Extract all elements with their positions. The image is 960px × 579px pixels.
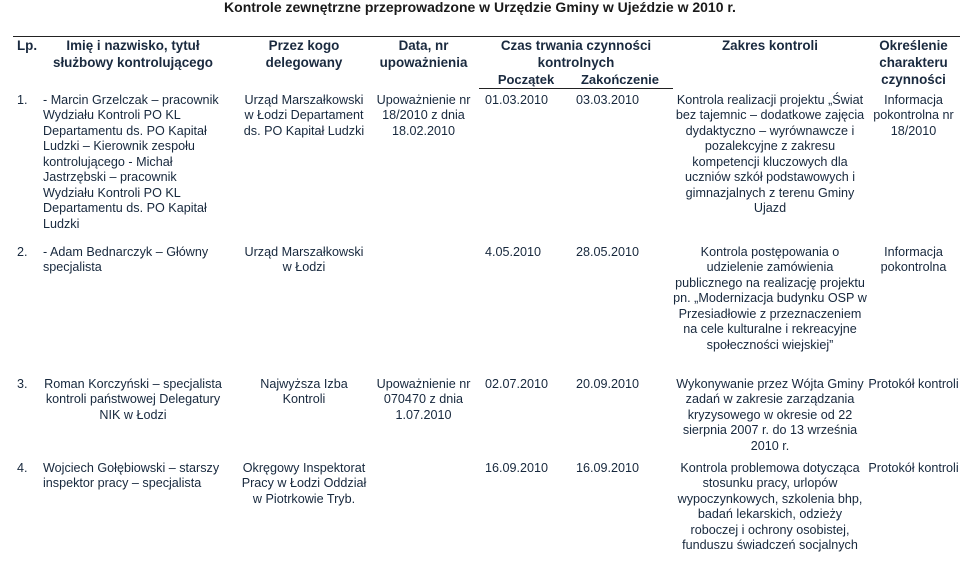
row-lp: 3. [17,376,28,391]
row-dates [479,241,673,373]
row-scope: Kontrola realizacji projektu „Świat bez tajemnic – dodatkowe zajęcia dydaktyczno – wyrównawcze i pozalekcyjne z zakresu kompetencji kluczowych dla uczniów szkół podstawowych i gimnazjalnych z terenu Gminy Ujazd [675,92,865,215]
table-row [13,241,960,373]
header-scope: Zakres kontroli [673,37,867,89]
row-delegated: Urząd Marszałkowski w Łodzi [244,244,364,274]
header-lp-name [13,37,240,89]
row-date: Upoważnienie nr 18/2010 z dnia 18.02.2010 [376,92,471,138]
header-duration: Czas trwania czynności kontrolnych [479,37,673,72]
row-character: Informacja pokontrolna [880,244,947,274]
table-row [13,373,960,457]
table-row [13,89,960,241]
row-date [368,241,479,373]
row-scope: Kontrola problemowa dotycząca stosunku pracy, urlopów wypoczynkowych, szkolenia bhp, badań lekarskich, odzieży roboczej i ochrony osobistej, funduszu świadczeń socjalnych [677,460,863,552]
row-start: 02.07.2010 [485,376,549,391]
table-row [13,457,960,554]
row-name: Roman Korczyński – specjalista kontroli państwowej Delegatury NIK w Łodzi [44,376,222,422]
row-date [368,457,479,554]
row-date: Upoważnienie nr 070470 z dnia 1.07.2010 [376,376,471,422]
header-delegated: Przez kogo delegowany [240,37,368,89]
header-subcols [479,71,673,89]
row-start: 16.09.2010 [485,460,549,475]
row-delegated: Okręgowy Inspektorat Pracy w Łodzi Oddział w Piotrkowie Tryb. [241,460,367,506]
document-title: Kontrole zewnętrzne przeprowadzone w Urzędzie Gminy w Ujeździe w 2010 r. [224,0,736,15]
header-end: Zakończenie [580,72,660,87]
header-start: Początek [497,72,555,87]
row-end: 20.09.2010 [576,376,640,391]
row-end: 16.09.2010 [576,460,640,475]
row-character: Informacja pokontrolna nr 18/2010 [873,92,954,138]
row-dates [479,373,673,457]
row-delegated: Najwyższa Izba Kontroli [260,376,348,406]
row-end: 28.05.2010 [576,244,640,259]
row-lp: 4. [17,460,28,475]
row-start: 4.05.2010 [485,244,542,259]
row-delegated: Urząd Marszałkowski w Łodzi Departament ds. PO Kapitał Ludzki [243,92,365,138]
row-scope: Wykonywanie przez Wójta Gminy zadań w zakresie zarządzania kryzysowego w okresie od 22 sierpnia 2007 r. do 13 września 2010 r. [676,376,864,453]
row-dates [479,457,673,554]
header-lp: Lp. [17,38,38,53]
inspections-table [13,36,960,554]
row-name: Wojciech Gołębiowski – starszy inspektor pracy – specjalista [43,460,220,490]
row-name: - Marcin Grzelczak – pracownik Wydziału Kontroli PO KL Departamentu ds. PO Kapitał Ludzki – Kierownik zespołu kontrolującego - Michał Jastrzębski – pracownik Wydziału Kontroli PO KL Departamentu ds. PO Kapitał Ludzki [43,92,219,231]
row-scope: Kontrola postępowania o udzielenie zamówienia publicznego na realizację projektu pn. „Modernizacja budynku OSP w Przesiadłowie z przeznaczeniem na cele kulturalne i rekreacyjne społeczności wiejskiej” [673,244,867,352]
row-name: - Adam Bednarczyk – Główny specjalista [43,244,209,274]
row-lp: 2. [17,244,28,259]
header-name: Imię i nazwisko, tytuł służbowy kontrolującego [53,38,213,70]
header-character: Określenie charakteru czynności [867,37,960,89]
header-date: Data, nr upoważnienia [368,37,479,89]
row-dates [479,89,673,241]
row-end: 03.03.2010 [576,93,640,107]
row-lp: 1. [17,92,28,107]
row-start: 01.03.2010 [485,93,549,107]
row-character: Protokół kontroli [868,460,959,475]
row-character: Protokół kontroli [868,376,959,391]
